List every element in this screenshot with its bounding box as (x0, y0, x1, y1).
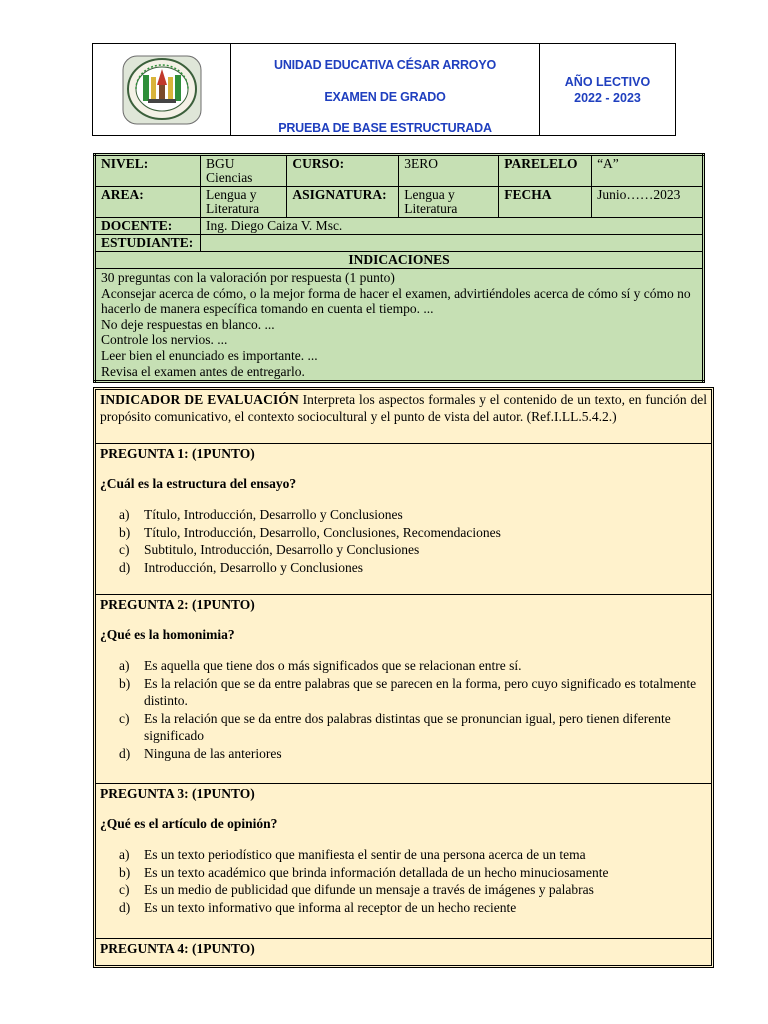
option-text: Es la relación que se da entre palabras que se parecen en la forma, pero cuyo significado es totalmente distinto. (144, 675, 697, 708)
option-letter: b) (119, 864, 131, 880)
test-type: PRUEBA DE BASE ESTRUCTURADA (278, 121, 492, 135)
question-header: PREGUNTA 4: (1PUNTO) (100, 941, 255, 956)
option-b[interactable] (119, 524, 701, 542)
paralelo-label: PARELELO (499, 155, 592, 187)
area-label: AREA: (95, 187, 201, 218)
indicacion-item: Leer bien el enunciado es importante. ... (101, 347, 318, 363)
info-row-area (95, 187, 704, 218)
question-2 (96, 595, 711, 784)
indicacion-item: 30 preguntas con la valoración por respuesta (1 punto) (101, 270, 395, 285)
indicaciones-title: INDICACIONES (95, 252, 704, 269)
curso-label: CURSO: (287, 155, 399, 187)
option-text: Es un texto académico que brinda información detallada de un hecho minuciosamente (144, 864, 609, 880)
school-seal-logo (122, 55, 202, 125)
exam-header (92, 43, 676, 136)
option-text: Introducción, Desarrollo y Conclusiones (144, 559, 363, 575)
option-letter: c) (119, 542, 130, 557)
indicator-label: INDICADOR DE EVALUACIÓN (100, 392, 299, 407)
option-text: Es aquella que tiene dos o más significados que se relacionan entre sí. (144, 658, 522, 673)
year-label: AÑO LECTIVO (564, 74, 651, 89)
nivel-value: BGU Ciencias (200, 155, 286, 187)
indicacion-item: Aconsejar acerca de cómo, o la mejor forma de hacer el examen, advirtiéndoles acerca de cómo sí y cómo no hacerlo de manera específica tomando en cuenta el tiempo. ... (101, 285, 691, 317)
option-d[interactable] (119, 899, 701, 917)
paralelo-value: “A” (592, 155, 704, 187)
student-info-table (93, 153, 705, 383)
questions-box (93, 387, 714, 968)
option-text: Es un texto periodístico que manifiesta el sentir de una persona acerca de un tema (144, 847, 586, 862)
option-text: Título, Introducción, Desarrollo, Conclusiones, Recomendaciones (144, 524, 501, 540)
info-row-docente (95, 218, 704, 235)
option-letter: b) (119, 524, 131, 540)
indicaciones-title-row (95, 252, 704, 269)
option-b[interactable] (119, 675, 701, 710)
school-title-cell (231, 44, 540, 135)
docente-label: DOCENTE: (95, 218, 201, 235)
question-header: PREGUNTA 2: (1PUNTO) (100, 597, 255, 612)
school-year-cell (540, 44, 675, 135)
exam-title: EXAMEN DE GRADO (324, 89, 446, 104)
option-a[interactable] (119, 657, 701, 675)
docente-value: Ing. Diego Caiza V. Msc. (200, 218, 703, 235)
fecha-label: FECHA (499, 187, 592, 218)
option-c[interactable] (119, 710, 701, 745)
options-list (96, 506, 711, 576)
estudiante-label: ESTUDIANTE: (95, 235, 201, 252)
question-text: ¿Cuál es la estructura del ensayo? (100, 476, 297, 491)
option-a[interactable] (119, 506, 701, 524)
asignatura-value: Lengua y Literatura (399, 187, 499, 218)
option-a[interactable] (119, 846, 701, 864)
option-letter: c) (119, 710, 130, 726)
indicacion-item: Revisa el examen antes de entregarlo. (101, 363, 305, 379)
indicaciones-body-row (95, 269, 704, 382)
logo-cell (93, 44, 231, 135)
option-letter: c) (119, 882, 130, 897)
option-b[interactable] (119, 864, 701, 882)
question-1 (96, 444, 711, 595)
option-d[interactable] (119, 559, 701, 577)
question-header: PREGUNTA 3: (1PUNTO) (100, 786, 255, 801)
asignatura-label: ASIGNATURA: (287, 187, 399, 218)
indicacion-item: No deje respuestas en blanco. ... (101, 316, 275, 332)
area-value: Lengua y Literatura (200, 187, 286, 218)
year-value: 2022 - 2023 (574, 90, 641, 105)
options-list (96, 846, 711, 916)
indicacion-item: Controle los nervios. ... (101, 332, 228, 348)
option-c[interactable] (119, 541, 701, 559)
option-text: Es la relación que se da entre dos palabras distintas que se pronuncian igual, pero tienen diferente significado (144, 710, 671, 743)
indicator-text: Interpreta los aspectos formales y el contenido de un texto, en función del propósito comunicativo, el contexto sociocultural y el punto de vista del autor. (Ref.I.LL.5.4.2.) (100, 392, 708, 424)
info-row-estudiante (95, 235, 704, 252)
option-letter: d) (119, 559, 131, 575)
question-header: PREGUNTA 1: (1PUNTO) (100, 446, 255, 461)
option-text: Es un medio de publicidad que difunde un mensaje a través de imágenes y palabras (144, 882, 594, 897)
option-text: Ninguna de las anteriores (144, 745, 282, 761)
option-text: Subtitulo, Introducción, Desarrollo y Conclusiones (144, 542, 420, 557)
option-letter: d) (119, 745, 131, 761)
option-text: Título, Introducción, Desarrollo y Conclusiones (144, 507, 403, 522)
evaluation-indicator (96, 390, 711, 444)
option-text: Es un texto informativo que informa al receptor de un hecho reciente (144, 899, 517, 915)
question-text: ¿Qué es el artículo de opinión? (100, 816, 278, 831)
option-letter: a) (119, 507, 130, 522)
nivel-label: NIVEL: (95, 155, 201, 187)
options-list (96, 657, 711, 762)
info-row-nivel (95, 155, 704, 187)
option-c[interactable] (119, 881, 701, 899)
question-3 (96, 784, 711, 939)
curso-value: 3ERO (399, 155, 499, 187)
option-letter: a) (119, 847, 130, 862)
option-letter: a) (119, 658, 130, 673)
question-4 (96, 939, 711, 957)
option-letter: d) (119, 899, 131, 915)
question-text: ¿Qué es la homonimia? (100, 627, 235, 642)
estudiante-field[interactable] (200, 235, 703, 252)
option-d[interactable] (119, 745, 701, 763)
school-name: UNIDAD EDUCATIVA CÉSAR ARROYO (274, 58, 496, 72)
indicaciones-list (95, 269, 704, 382)
fecha-value: Junio……2023 (592, 187, 704, 218)
option-letter: b) (119, 675, 131, 691)
